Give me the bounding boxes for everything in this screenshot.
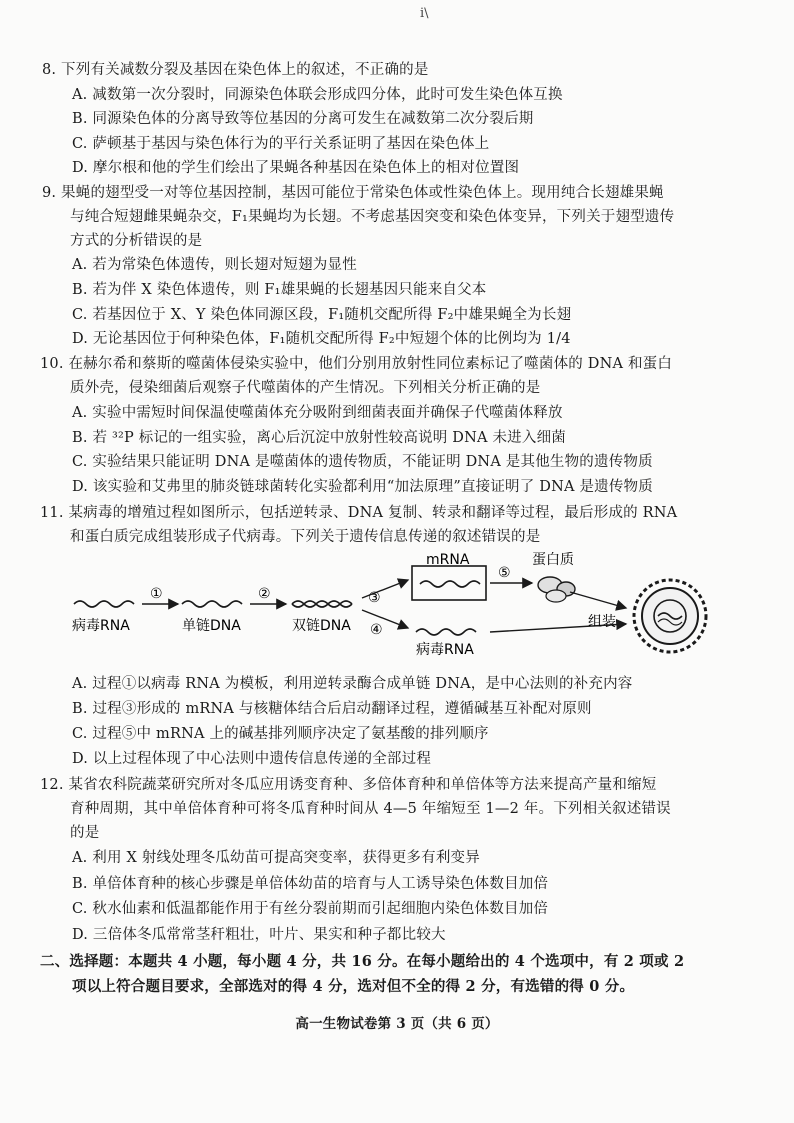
- label-ss-dna: 单链DNA: [182, 618, 241, 634]
- q9-option-b: B. 若为伴 X 染色体遗传，则 F₁雄果蝇的长翅基因只能来自父本: [72, 282, 487, 298]
- q12-option-d: D. 三倍体冬瓜常常茎秆粗壮，叶片、果实和种子都比较大: [72, 927, 446, 943]
- step2-label: ②: [258, 586, 271, 602]
- step5-label: ⑤: [498, 565, 511, 581]
- q10-option-d: D. 该实验和艾弗里的肺炎链球菌转化实验都利用“加法原理”直接证明了 DNA 是遗传物质: [72, 479, 653, 495]
- q9-stem-line3: 方式的分析错误的是: [70, 233, 203, 249]
- protein-shape: [538, 577, 575, 602]
- q12-option-b: B. 单倍体育种的核心步骤是单倍体幼苗的培育与人工诱导染色体数目加倍: [72, 876, 549, 892]
- q11-option-b: B. 过程③形成的 mRNA 与核糖体结合后启动翻译过程，遵循碱基互补配对原则: [72, 701, 592, 717]
- step1-label: ①: [150, 586, 163, 602]
- q11-stem-line2: 和蛋白质完成组装形成子代病毒。下列关于遗传信息传递的叙述错误的是: [70, 529, 541, 545]
- q8-stem: 8. 下列有关减数分裂及基因在染色体上的叙述，不正确的是: [42, 62, 429, 78]
- label-ds-dna: 双链DNA: [292, 618, 351, 634]
- q12-option-a: A. 利用 X 射线处理冬瓜幼苗可提高突变率，获得更多有利变异: [72, 850, 480, 866]
- q12-stem-line1: 12. 某省农科院蔬菜研究所对冬瓜应用诱变育种、多倍体育种和单倍体等方法来提高产量和缩短: [40, 777, 657, 793]
- q9-option-a: A. 若为常染色体遗传，则长翅对短翅为显性: [72, 257, 357, 273]
- q8-option-c: C. 萨顿基于基因与染色体行为的平行关系证明了基因在染色体上: [72, 136, 490, 152]
- label-mrna: mRNA: [426, 552, 470, 568]
- q11-option-a: A. 过程①以病毒 RNA 为模板，利用逆转录酶合成单链 DNA，是中心法则的补充内容: [72, 676, 633, 692]
- q10-stem-line1: 10. 在赫尔希和蔡斯的噬菌体侵染实验中，他们分别用放射性同位素标记了噬菌体的 DNA 和蛋白: [40, 356, 673, 372]
- q12-stem-line3: 的是: [70, 825, 100, 841]
- arrow-protein-to-virus: [570, 592, 626, 608]
- q10-option-c: C. 实验结果只能证明 DNA 是噬菌体的遗传物质，不能证明 DNA 是其他生物的遗传物质: [72, 454, 653, 470]
- virus-rna-copy-strand: [416, 629, 476, 635]
- q12-option-c: C. 秋水仙素和低温都能作用于有丝分裂前期而引起细胞内染色体数目加倍: [72, 901, 549, 917]
- q11-option-c: C. 过程⑤中 mRNA 上的碱基排列顺序决定了氨基酸的排列顺序: [72, 726, 489, 742]
- arrow-step4: [362, 610, 408, 628]
- label-protein: 蛋白质: [532, 552, 574, 568]
- q11-option-d: D. 以上过程体现了中心法则中遗传信息传递的全部过程: [72, 751, 432, 767]
- q9-option-d: D. 无论基因位于何种染色体，F₁随机交配所得 F₂中短翅个体的比例均为 1/4: [72, 331, 571, 347]
- q10-option-a: A. 实验中需短时间保温使噬菌体充分吸附到细菌表面并确保子代噬菌体释放: [72, 405, 563, 421]
- q10-option-b: B. 若 ³²P 标记的一组实验，离心后沉淀中放射性较高说明 DNA 未进入细菌: [72, 430, 566, 446]
- q12-stem-line2: 育种周期，其中单倍体育种可将冬瓜育种时间从 4—5 年缩短至 1—2 年。下列相关叙述错误: [70, 801, 671, 817]
- mrna-strand: [420, 581, 480, 587]
- step4-label: ④: [370, 622, 383, 638]
- q8-option-b: B. 同源染色体的分离导致等位基因的分离可发生在减数第二次分裂后期: [72, 111, 534, 127]
- section2-heading-line1: 二、选择题：本题共 4 小题，每小题 4 分，共 16 分。在每小题给出的 4 个选项中，有 2 项或 2: [40, 953, 685, 970]
- label-assembly: 组装: [588, 614, 616, 630]
- q8-option-d: D. 摩尔根和他的学生们绘出了果蝇各种基因在染色体上的相对位置图: [72, 160, 520, 176]
- q11-stem-line1: 11. 某病毒的增殖过程如图所示，包括逆转录、DNA 复制、转录和翻译等过程，最后形成的 RNA: [40, 505, 678, 521]
- progeny-virus-icon: [634, 580, 706, 652]
- q10-stem-line2: 质外壳，侵染细菌后观察子代噬菌体的产生情况。下列相关分析正确的是: [70, 380, 541, 396]
- q9-option-c: C. 若基因位于 X、Y 染色体同源区段，F₁随机交配所得 F₂中雄果蝇全为长翅: [72, 307, 572, 323]
- page-footer: 高一生物试卷第 3 页（共 6 页）: [295, 1016, 499, 1032]
- section2-heading-line2: 项以上符合题目要求，全部选对的得 4 分，选对但不全的得 2 分，有选错的得 0 分。: [72, 978, 635, 995]
- label-virus-rna-copy: 病毒RNA: [416, 642, 474, 658]
- page-mark: i\: [420, 6, 429, 21]
- virus-replication-diagram: [70, 552, 730, 672]
- virus-rna-strand: [74, 601, 134, 607]
- single-strand-dna: [182, 601, 242, 607]
- label-virus-rna: 病毒RNA: [72, 618, 130, 634]
- step3-label: ③: [368, 590, 381, 606]
- q9-stem-line2: 与纯合短翅雌果蝇杂交，F₁果蝇均为长翅。不考虑基因突变和染色体变异，下列关于翅型遗传: [70, 209, 675, 225]
- mrna-box: [412, 566, 486, 600]
- q9-stem-line1: 9. 果蝇的翅型受一对等位基因控制，基因可能位于常染色体或性染色体上。现用纯合长翅雄果蝇: [42, 185, 664, 201]
- q8-option-a: A. 减数第一次分裂时，同源染色体联会形成四分体，此时可发生染色体互换: [72, 87, 563, 103]
